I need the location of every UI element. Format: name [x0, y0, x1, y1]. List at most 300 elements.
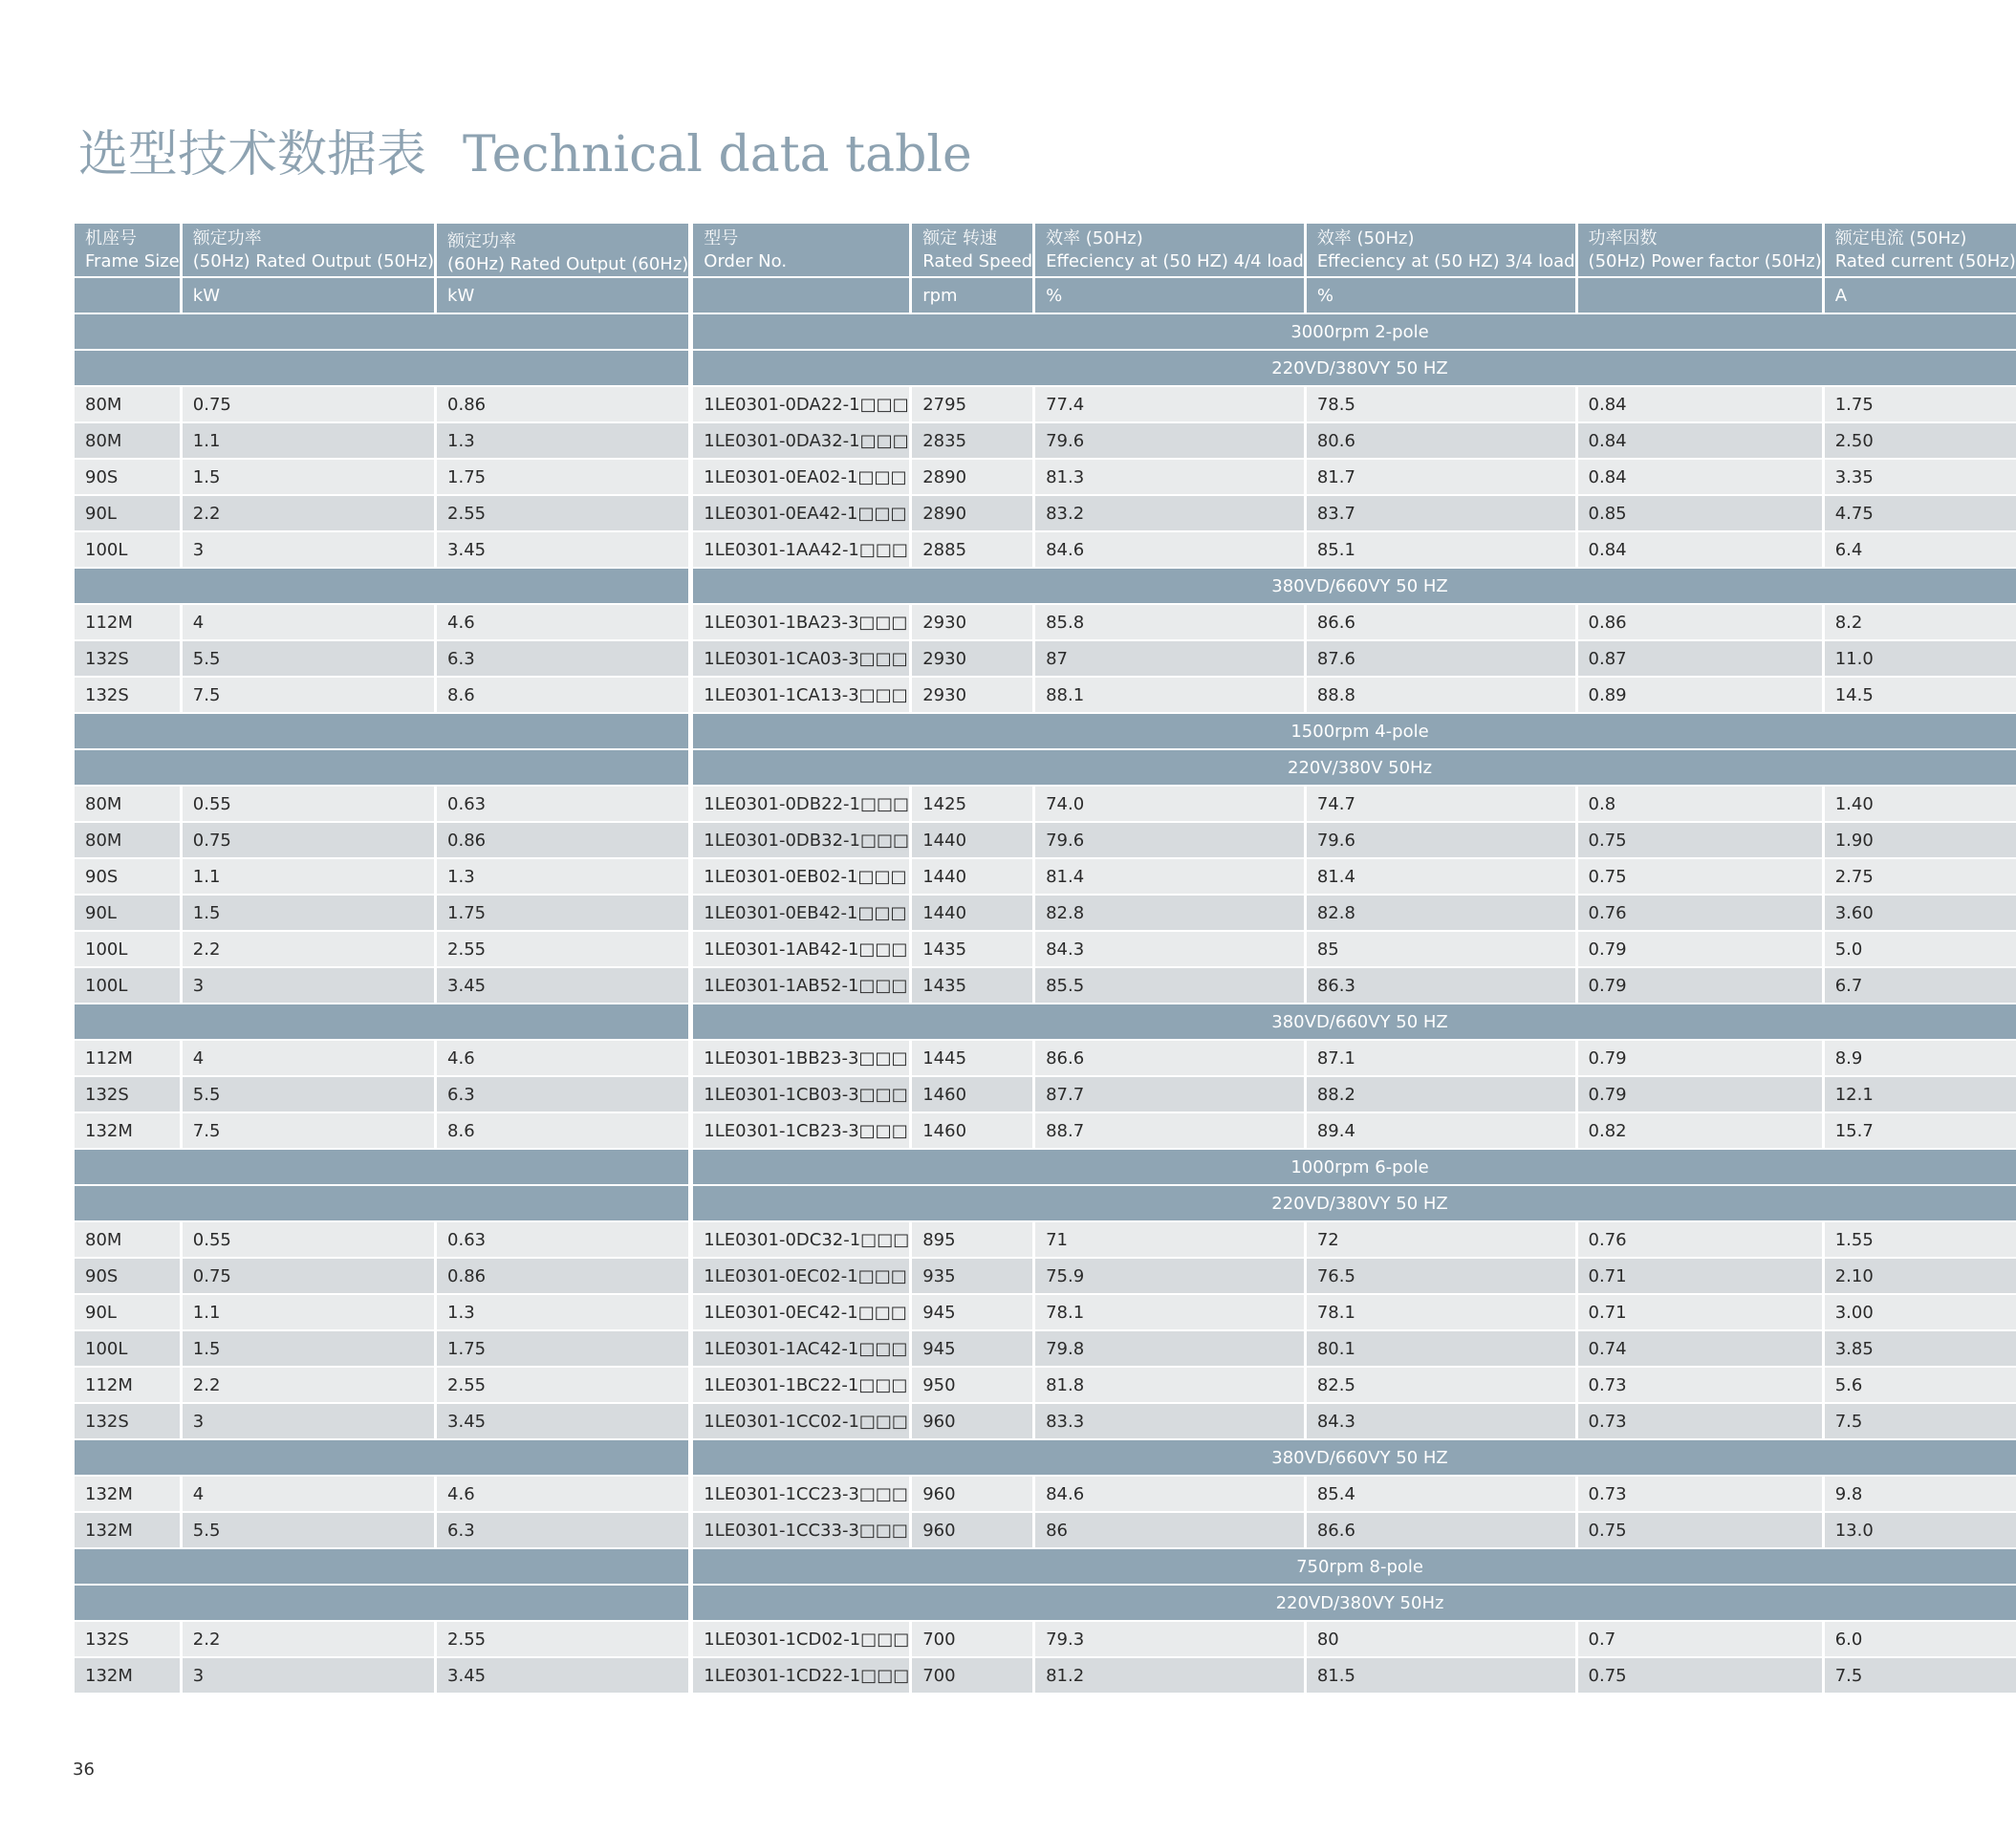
cell-rated-output-60hz: 1.3 [437, 859, 693, 896]
cell-rated-output-60hz: 0.86 [437, 823, 693, 859]
cell-efficiency-4-4: 79.6 [1035, 823, 1307, 859]
cell-order-no: 1LE0301-0EC02-1□□□ [693, 1259, 912, 1295]
table-row [75, 1404, 2016, 1440]
cell-power-factor: 0.79 [1578, 968, 1825, 1004]
table-row [75, 1041, 2016, 1077]
cell-efficiency-3-4: 88.8 [1307, 678, 1578, 714]
cell-order-no: 1LE0301-1CB03-3□□□ [693, 1077, 912, 1113]
table-row [75, 387, 2016, 423]
cell-power-factor: 0.84 [1578, 460, 1825, 496]
cell-rated-current: 1.40 [1825, 787, 2016, 823]
cell-efficiency-3-4: 80 [1307, 1622, 1578, 1658]
cell-rated-output-60hz: 8.6 [437, 1113, 693, 1150]
speed-section-row-spacer [75, 314, 693, 351]
table-row [75, 859, 2016, 896]
cell-rated-output-60hz: 3.45 [437, 532, 693, 569]
cell-order-no: 1LE0301-0DA22-1□□□ [693, 387, 912, 423]
cell-rated-current: 14.5 [1825, 678, 2016, 714]
cell-rated-output-60hz: 0.63 [437, 1222, 693, 1259]
cell-efficiency-3-4: 86.3 [1307, 968, 1578, 1004]
header-efficiency-4-4: 效率 (50Hz) Effeciency at (50 HZ) 4/4 load [1035, 224, 1307, 278]
cell-frame-size: 80M [75, 423, 183, 460]
cell-power-factor: 0.74 [1578, 1331, 1825, 1368]
cell-frame-size: 80M [75, 823, 183, 859]
table-row [75, 1331, 2016, 1368]
cell-rated-output-60hz: 4.6 [437, 1477, 693, 1513]
cell-efficiency-4-4: 81.2 [1035, 1658, 1307, 1695]
speed-section-row-spacer [75, 1549, 693, 1586]
cell-rated-speed: 1445 [912, 1041, 1035, 1077]
cell-rated-output-60hz: 2.55 [437, 496, 693, 532]
cell-rated-output-50hz: 5.5 [183, 1513, 437, 1549]
units-row [75, 278, 2016, 314]
voltage-group-row-spacer [75, 351, 693, 387]
cell-power-factor: 0.85 [1578, 496, 1825, 532]
cell-order-no: 1LE0301-0EB02-1□□□ [693, 859, 912, 896]
cell-efficiency-4-4: 88.7 [1035, 1113, 1307, 1150]
cell-rated-speed: 2890 [912, 460, 1035, 496]
cell-efficiency-3-4: 74.7 [1307, 787, 1578, 823]
voltage-group-row [75, 750, 2016, 787]
cell-rated-output-50hz: 7.5 [183, 1113, 437, 1150]
unit-current: A [1825, 278, 2016, 314]
cell-rated-output-60hz: 6.3 [437, 1513, 693, 1549]
cell-order-no: 1LE0301-1BC22-1□□□ [693, 1368, 912, 1404]
cell-rated-speed: 935 [912, 1259, 1035, 1295]
cell-order-no: 1LE0301-1CD22-1□□□ [693, 1658, 912, 1695]
cell-rated-speed: 2930 [912, 641, 1035, 678]
page-number: 36 [73, 1759, 95, 1780]
table-row [75, 641, 2016, 678]
cell-efficiency-4-4: 79.8 [1035, 1331, 1307, 1368]
speed-section-row-label: 750rpm 8-pole [693, 1549, 2015, 1586]
cell-order-no: 1LE0301-0EA02-1□□□ [693, 460, 912, 496]
cell-power-factor: 0.89 [1578, 678, 1825, 714]
cell-rated-speed: 1440 [912, 823, 1035, 859]
table-row [75, 1622, 2016, 1658]
cell-power-factor: 0.73 [1578, 1368, 1825, 1404]
cell-rated-output-50hz: 1.5 [183, 1331, 437, 1368]
cell-efficiency-4-4: 74.0 [1035, 787, 1307, 823]
header-efficiency-3-4: 效率 (50Hz) Effeciency at (50 HZ) 3/4 load [1307, 224, 1578, 278]
voltage-group-row-label: 380VD/660VY 50 HZ [693, 1004, 2015, 1041]
cell-rated-speed: 2930 [912, 605, 1035, 641]
cell-rated-output-50hz: 3 [183, 1404, 437, 1440]
cell-rated-current: 3.85 [1825, 1331, 2016, 1368]
header-power-factor: 功率因数 (50Hz) Power factor (50Hz) [1578, 224, 1825, 278]
cell-rated-output-50hz: 1.1 [183, 1295, 437, 1331]
cell-rated-output-50hz: 4 [183, 1477, 437, 1513]
cell-rated-current: 7.5 [1825, 1404, 2016, 1440]
speed-section-row-spacer [75, 714, 693, 750]
cell-rated-speed: 895 [912, 1222, 1035, 1259]
cell-rated-speed: 2885 [912, 532, 1035, 569]
cell-efficiency-4-4: 82.8 [1035, 896, 1307, 932]
voltage-group-row [75, 1004, 2016, 1041]
cell-rated-current: 5.6 [1825, 1368, 2016, 1404]
cell-rated-speed: 700 [912, 1622, 1035, 1658]
cell-power-factor: 0.73 [1578, 1477, 1825, 1513]
cell-power-factor: 0.8 [1578, 787, 1825, 823]
table-row [75, 423, 2016, 460]
table-row [75, 1477, 2016, 1513]
cell-rated-output-50hz: 0.75 [183, 823, 437, 859]
cell-rated-output-50hz: 2.2 [183, 1368, 437, 1404]
cell-rated-current: 7.5 [1825, 1658, 2016, 1695]
cell-rated-speed: 2930 [912, 678, 1035, 714]
cell-efficiency-4-4: 84.6 [1035, 532, 1307, 569]
table-row [75, 896, 2016, 932]
cell-rated-current: 8.9 [1825, 1041, 2016, 1077]
cell-efficiency-3-4: 89.4 [1307, 1113, 1578, 1150]
cell-rated-speed: 700 [912, 1658, 1035, 1695]
voltage-group-row [75, 351, 2016, 387]
cell-rated-output-50hz: 2.2 [183, 496, 437, 532]
cell-rated-output-50hz: 0.55 [183, 1222, 437, 1259]
cell-efficiency-3-4: 81.4 [1307, 859, 1578, 896]
voltage-group-row-spacer [75, 1440, 693, 1477]
cell-efficiency-4-4: 84.3 [1035, 932, 1307, 968]
cell-frame-size: 132M [75, 1513, 183, 1549]
table-row [75, 932, 2016, 968]
table-row [75, 1368, 2016, 1404]
cell-power-factor: 0.82 [1578, 1113, 1825, 1150]
cell-rated-output-60hz: 4.6 [437, 1041, 693, 1077]
cell-efficiency-3-4: 81.5 [1307, 1658, 1578, 1695]
cell-rated-output-50hz: 2.2 [183, 932, 437, 968]
table-body [75, 314, 2016, 1695]
cell-rated-speed: 2795 [912, 387, 1035, 423]
cell-power-factor: 0.75 [1578, 1658, 1825, 1695]
header-rated-output-60hz: 额定功率 (60Hz) Rated Output (60Hz) [437, 224, 693, 278]
page-title [78, 124, 972, 185]
cell-frame-size: 132M [75, 1113, 183, 1150]
table-row [75, 1222, 2016, 1259]
cell-frame-size: 112M [75, 1368, 183, 1404]
speed-section-row-label: 1000rpm 6-pole [693, 1150, 2015, 1186]
cell-frame-size: 100L [75, 968, 183, 1004]
cell-rated-output-50hz: 1.1 [183, 859, 437, 896]
cell-frame-size: 100L [75, 932, 183, 968]
cell-rated-current: 8.2 [1825, 605, 2016, 641]
cell-order-no: 1LE0301-0EB42-1□□□ [693, 896, 912, 932]
cell-order-no: 1LE0301-1AB42-1□□□ [693, 932, 912, 968]
table-row [75, 1513, 2016, 1549]
table-row [75, 1113, 2016, 1150]
cell-rated-current: 2.75 [1825, 859, 2016, 896]
header-row [75, 224, 2016, 278]
cell-rated-output-60hz: 1.75 [437, 896, 693, 932]
cell-power-factor: 0.75 [1578, 859, 1825, 896]
cell-frame-size: 112M [75, 1041, 183, 1077]
table-row [75, 605, 2016, 641]
voltage-group-row-label: 220V/380V 50Hz [693, 750, 2015, 787]
cell-rated-current: 15.7 [1825, 1113, 2016, 1150]
cell-frame-size: 90S [75, 859, 183, 896]
speed-section-row [75, 714, 2016, 750]
cell-efficiency-3-4: 88.2 [1307, 1077, 1578, 1113]
unit-output-60hz: kW [437, 278, 693, 314]
technical-data-table [75, 224, 2016, 1695]
cell-rated-output-50hz: 7.5 [183, 678, 437, 714]
cell-frame-size: 80M [75, 387, 183, 423]
cell-rated-output-50hz: 1.5 [183, 896, 437, 932]
table-row [75, 787, 2016, 823]
cell-rated-current: 6.4 [1825, 532, 2016, 569]
cell-efficiency-3-4: 83.7 [1307, 496, 1578, 532]
table-row [75, 460, 2016, 496]
cell-frame-size: 132M [75, 1477, 183, 1513]
cell-order-no: 1LE0301-1CC23-3□□□ [693, 1477, 912, 1513]
cell-order-no: 1LE0301-1AB52-1□□□ [693, 968, 912, 1004]
cell-power-factor: 0.79 [1578, 1041, 1825, 1077]
cell-rated-output-50hz: 3 [183, 968, 437, 1004]
cell-frame-size: 90S [75, 1259, 183, 1295]
cell-frame-size: 90L [75, 896, 183, 932]
cell-power-factor: 0.7 [1578, 1622, 1825, 1658]
cell-rated-current: 9.8 [1825, 1477, 2016, 1513]
unit-efficiency-4-4: % [1035, 278, 1307, 314]
cell-frame-size: 132M [75, 1658, 183, 1695]
cell-efficiency-4-4: 81.8 [1035, 1368, 1307, 1404]
cell-rated-output-50hz: 5.5 [183, 1077, 437, 1113]
cell-rated-current: 3.60 [1825, 896, 2016, 932]
cell-order-no: 1LE0301-0EC42-1□□□ [693, 1295, 912, 1331]
cell-rated-current: 13.0 [1825, 1513, 2016, 1549]
cell-efficiency-4-4: 87.7 [1035, 1077, 1307, 1113]
cell-rated-speed: 2835 [912, 423, 1035, 460]
voltage-group-row-label: 220VD/380VY 50Hz [693, 1586, 2015, 1622]
cell-efficiency-3-4: 78.1 [1307, 1295, 1578, 1331]
cell-rated-output-50hz: 1.1 [183, 423, 437, 460]
cell-rated-output-60hz: 2.55 [437, 932, 693, 968]
table-row [75, 1077, 2016, 1113]
table-row [75, 1295, 2016, 1331]
unit-efficiency-3-4: % [1307, 278, 1578, 314]
cell-rated-speed: 960 [912, 1513, 1035, 1549]
cell-rated-output-60hz: 8.6 [437, 678, 693, 714]
cell-efficiency-4-4: 83.2 [1035, 496, 1307, 532]
cell-rated-output-60hz: 1.75 [437, 460, 693, 496]
cell-order-no: 1LE0301-1CC02-1□□□ [693, 1404, 912, 1440]
cell-rated-output-50hz: 0.75 [183, 1259, 437, 1295]
cell-rated-output-50hz: 3 [183, 1658, 437, 1695]
cell-order-no: 1LE0301-1CA13-3□□□ [693, 678, 912, 714]
cell-power-factor: 0.71 [1578, 1295, 1825, 1331]
cell-rated-output-60hz: 3.45 [437, 1658, 693, 1695]
header-rated-output-50hz: 额定功率 (50Hz) Rated Output (50Hz) [183, 224, 437, 278]
unit-power-factor [1578, 278, 1825, 314]
voltage-group-row-label: 220VD/380VY 50 HZ [693, 351, 2015, 387]
cell-power-factor: 0.75 [1578, 1513, 1825, 1549]
cell-rated-output-60hz: 2.55 [437, 1622, 693, 1658]
cell-frame-size: 132S [75, 1622, 183, 1658]
cell-rated-current: 4.75 [1825, 496, 2016, 532]
page-title-en: Technical data table [463, 126, 972, 184]
cell-rated-current: 5.0 [1825, 932, 2016, 968]
cell-rated-output-50hz: 2.2 [183, 1622, 437, 1658]
cell-rated-output-50hz: 0.75 [183, 387, 437, 423]
cell-efficiency-3-4: 84.3 [1307, 1404, 1578, 1440]
cell-frame-size: 90L [75, 496, 183, 532]
cell-efficiency-3-4: 76.5 [1307, 1259, 1578, 1295]
cell-power-factor: 0.73 [1578, 1404, 1825, 1440]
cell-rated-output-50hz: 5.5 [183, 641, 437, 678]
cell-rated-current: 3.00 [1825, 1295, 2016, 1331]
cell-rated-current: 6.7 [1825, 968, 2016, 1004]
cell-efficiency-4-4: 71 [1035, 1222, 1307, 1259]
cell-order-no: 1LE0301-1CB23-3□□□ [693, 1113, 912, 1150]
cell-efficiency-4-4: 79.3 [1035, 1622, 1307, 1658]
table-row [75, 1658, 2016, 1695]
cell-frame-size: 100L [75, 532, 183, 569]
voltage-group-row-spacer [75, 1004, 693, 1041]
cell-efficiency-3-4: 79.6 [1307, 823, 1578, 859]
voltage-group-row-spacer [75, 569, 693, 605]
cell-efficiency-4-4: 87 [1035, 641, 1307, 678]
cell-rated-output-60hz: 1.3 [437, 423, 693, 460]
cell-efficiency-4-4: 86.6 [1035, 1041, 1307, 1077]
cell-power-factor: 0.71 [1578, 1259, 1825, 1295]
cell-rated-current: 6.0 [1825, 1622, 2016, 1658]
cell-rated-output-60hz: 2.55 [437, 1368, 693, 1404]
cell-rated-speed: 1435 [912, 968, 1035, 1004]
cell-rated-speed: 945 [912, 1295, 1035, 1331]
cell-power-factor: 0.84 [1578, 423, 1825, 460]
cell-order-no: 1LE0301-0DB22-1□□□ [693, 787, 912, 823]
cell-rated-current: 1.55 [1825, 1222, 2016, 1259]
cell-rated-speed: 960 [912, 1477, 1035, 1513]
cell-rated-output-60hz: 0.86 [437, 387, 693, 423]
voltage-group-row [75, 1440, 2016, 1477]
cell-order-no: 1LE0301-0DC32-1□□□ [693, 1222, 912, 1259]
cell-order-no: 1LE0301-1CA03-3□□□ [693, 641, 912, 678]
page-title-cn: 选型技术数据表 [78, 126, 427, 184]
cell-efficiency-4-4: 75.9 [1035, 1259, 1307, 1295]
table-row [75, 678, 2016, 714]
header-rated-speed: 额定 转速 Rated Speed [912, 224, 1035, 278]
cell-efficiency-3-4: 86.6 [1307, 1513, 1578, 1549]
cell-efficiency-3-4: 72 [1307, 1222, 1578, 1259]
cell-rated-current: 3.35 [1825, 460, 2016, 496]
voltage-group-row-spacer [75, 1186, 693, 1222]
cell-rated-output-50hz: 4 [183, 605, 437, 641]
cell-rated-speed: 2890 [912, 496, 1035, 532]
cell-efficiency-3-4: 85.4 [1307, 1477, 1578, 1513]
cell-order-no: 1LE0301-0DB32-1□□□ [693, 823, 912, 859]
cell-rated-output-50hz: 3 [183, 532, 437, 569]
cell-power-factor: 0.84 [1578, 532, 1825, 569]
cell-order-no: 1LE0301-1BB23-3□□□ [693, 1041, 912, 1077]
cell-efficiency-3-4: 85 [1307, 932, 1578, 968]
header-order-no: 型号 Order No. [693, 224, 912, 278]
cell-rated-output-60hz: 3.45 [437, 1404, 693, 1440]
cell-power-factor: 0.79 [1578, 932, 1825, 968]
cell-order-no: 1LE0301-1CD02-1□□□ [693, 1622, 912, 1658]
speed-section-row [75, 1150, 2016, 1186]
cell-frame-size: 80M [75, 1222, 183, 1259]
cell-order-no: 1LE0301-0DA32-1□□□ [693, 423, 912, 460]
cell-rated-speed: 960 [912, 1404, 1035, 1440]
cell-order-no: 1LE0301-1AA42-1□□□ [693, 532, 912, 569]
cell-rated-output-60hz: 1.3 [437, 1295, 693, 1331]
cell-rated-output-60hz: 6.3 [437, 1077, 693, 1113]
table-row [75, 1259, 2016, 1295]
cell-order-no: 1LE0301-0EA42-1□□□ [693, 496, 912, 532]
cell-efficiency-3-4: 81.7 [1307, 460, 1578, 496]
voltage-group-row-label: 220VD/380VY 50 HZ [693, 1186, 2015, 1222]
cell-frame-size: 132S [75, 641, 183, 678]
cell-frame-size: 90L [75, 1295, 183, 1331]
voltage-group-row [75, 1586, 2016, 1622]
speed-section-row-label: 1500rpm 4-pole [693, 714, 2015, 750]
table-row [75, 823, 2016, 859]
cell-frame-size: 132S [75, 1077, 183, 1113]
cell-efficiency-3-4: 82.8 [1307, 896, 1578, 932]
voltage-group-row-label: 380VD/660VY 50 HZ [693, 1440, 2015, 1477]
cell-rated-output-60hz: 0.86 [437, 1259, 693, 1295]
cell-rated-speed: 1435 [912, 932, 1035, 968]
table-row [75, 532, 2016, 569]
cell-efficiency-4-4: 78.1 [1035, 1295, 1307, 1331]
cell-efficiency-3-4: 80.6 [1307, 423, 1578, 460]
cell-rated-speed: 1425 [912, 787, 1035, 823]
cell-power-factor: 0.75 [1578, 823, 1825, 859]
cell-order-no: 1LE0301-1CC33-3□□□ [693, 1513, 912, 1549]
cell-efficiency-4-4: 77.4 [1035, 387, 1307, 423]
cell-efficiency-4-4: 85.8 [1035, 605, 1307, 641]
cell-rated-output-60hz: 4.6 [437, 605, 693, 641]
cell-efficiency-3-4: 80.1 [1307, 1331, 1578, 1368]
cell-frame-size: 132S [75, 1404, 183, 1440]
unit-frame [75, 278, 183, 314]
cell-frame-size: 100L [75, 1331, 183, 1368]
cell-efficiency-3-4: 82.5 [1307, 1368, 1578, 1404]
cell-rated-current: 1.90 [1825, 823, 2016, 859]
cell-order-no: 1LE0301-1AC42-1□□□ [693, 1331, 912, 1368]
speed-section-row [75, 314, 2016, 351]
cell-rated-speed: 1460 [912, 1113, 1035, 1150]
cell-efficiency-4-4: 84.6 [1035, 1477, 1307, 1513]
cell-order-no: 1LE0301-1BA23-3□□□ [693, 605, 912, 641]
header-frame-size: 机座号 Frame Size [75, 224, 183, 278]
voltage-group-row-label: 380VD/660VY 50 HZ [693, 569, 2015, 605]
cell-frame-size: 132S [75, 678, 183, 714]
cell-efficiency-3-4: 85.1 [1307, 532, 1578, 569]
cell-rated-output-60hz: 3.45 [437, 968, 693, 1004]
table-row [75, 496, 2016, 532]
cell-efficiency-3-4: 78.5 [1307, 387, 1578, 423]
cell-power-factor: 0.79 [1578, 1077, 1825, 1113]
cell-frame-size: 90S [75, 460, 183, 496]
unit-order [693, 278, 912, 314]
cell-rated-speed: 1440 [912, 896, 1035, 932]
cell-rated-current: 2.10 [1825, 1259, 2016, 1295]
cell-rated-output-50hz: 0.55 [183, 787, 437, 823]
cell-rated-speed: 1440 [912, 859, 1035, 896]
speed-section-row [75, 1549, 2016, 1586]
voltage-group-row [75, 569, 2016, 605]
cell-power-factor: 0.86 [1578, 605, 1825, 641]
cell-efficiency-4-4: 79.6 [1035, 423, 1307, 460]
cell-power-factor: 0.76 [1578, 1222, 1825, 1259]
cell-rated-speed: 950 [912, 1368, 1035, 1404]
voltage-group-row-spacer [75, 750, 693, 787]
cell-rated-speed: 1460 [912, 1077, 1035, 1113]
cell-rated-current: 1.75 [1825, 387, 2016, 423]
cell-power-factor: 0.84 [1578, 387, 1825, 423]
speed-section-row-spacer [75, 1150, 693, 1186]
